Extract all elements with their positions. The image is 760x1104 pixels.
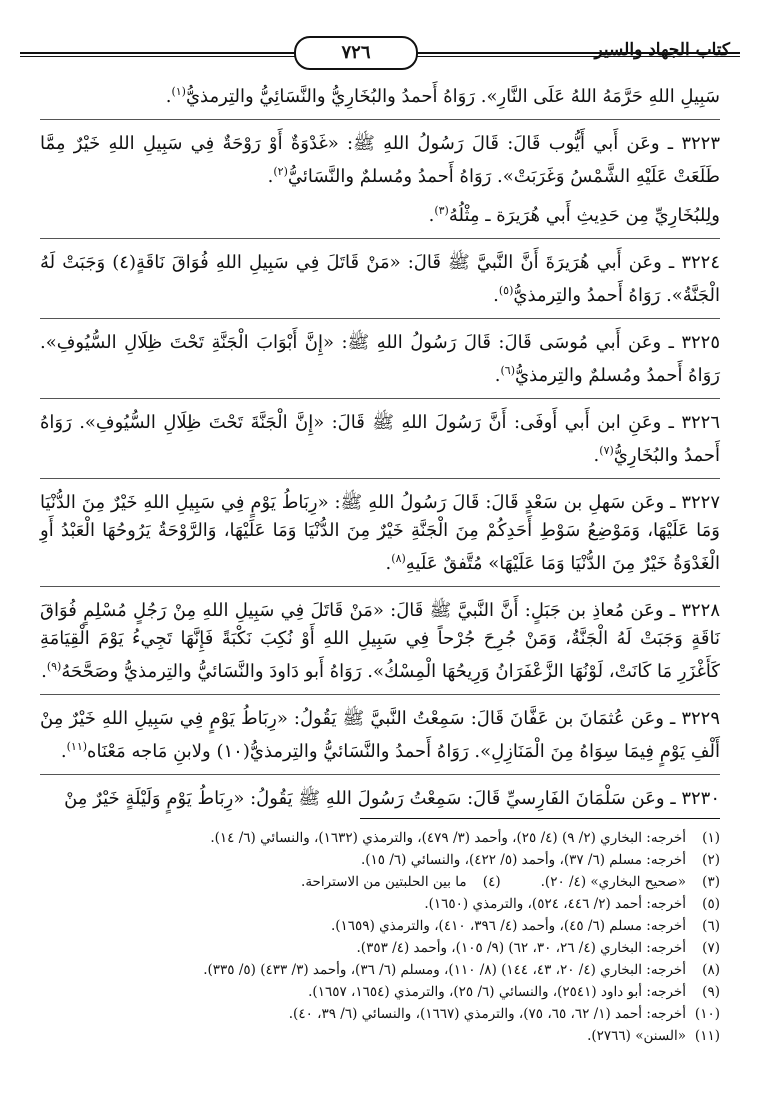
paragraph-text: سَبِيلِ اللهِ حَرَّمَهُ اللهُ عَلَى النَّارِ». رَوَاهُ أَحمدُ والبُخَارِيُّ والنَّسَائِيُّ والتِرمذيُّ xyxy=(185,86,720,107)
footnote-ref: (٥) xyxy=(498,284,514,297)
footnote-text: «السنن» (٢٧٦٦). xyxy=(587,1028,686,1044)
hadith-3230 xyxy=(40,785,720,813)
divider xyxy=(40,119,720,120)
divider xyxy=(40,318,720,319)
paragraph-text: ٣٢٢٧ ـ وعَن سَهلِ بن سَعْدٍ قَالَ: قَالَ رَسُولُ اللهِ ﷺ: «رِبَاطُ يَوْمٍ فِي سَبِيلِ اللهِ خَيْرٌ مِنَ الدُّنْيَا وَمَا عَلَيْهَا، وَمَوْضِعُ سَوْطِ أَحَدِكُمْ مِنَ الْجَنَّةِ خَيْرٌ مِنَ الدُّنْيَا وَمَا عَلَيْهَا، وَالرَّوْحَةُ يَرُوحُهَا الْعَبْدُ أَوِ الْغَدْوَةُ خَيْرٌ مِنَ الدُّنْيَا وَمَا عَلَيْهَا» مُتَّفقٌ عَلَيهِ xyxy=(40,492,720,574)
divider xyxy=(40,774,720,775)
footnote-number: (٨) xyxy=(702,962,720,978)
footnote-number: (٧) xyxy=(702,940,720,956)
footnote xyxy=(541,871,720,893)
footnote-pair xyxy=(40,871,720,893)
hadith-3226: ٣٢٢٦ ـ وعَنِ ابن أَبي أَوفَى: أَنَّ رَسُولَ اللهِ ﷺ قَالَ: «إِنَّ الْجَنَّةَ تَحْتَ ظِلَالِ السُّيُوفِ». رَوَاهُ أَحمدُ والبُخَارِيُّ$^{(٧)}$. xyxy=(40,412,720,466)
footnote xyxy=(40,937,720,959)
footnote-number: (٦) xyxy=(702,918,720,934)
footnote-number: (٩) xyxy=(702,984,720,1000)
page-header xyxy=(20,36,740,70)
footnote-ref: (٦) xyxy=(500,364,515,377)
footnote xyxy=(40,915,720,937)
chapter-title: كتاب الجهاد والسير xyxy=(594,40,730,60)
divider xyxy=(40,398,720,399)
footnote xyxy=(40,893,720,915)
footnote-ref: (٧) xyxy=(599,444,614,457)
footnote-ref: (٢) xyxy=(273,165,288,178)
footnote-number: (٣) xyxy=(702,874,720,890)
footnote-text: ما بين الحلبتين من الاستراحة. xyxy=(301,874,467,890)
paragraph-text: ولِلبُخَارِيِّ مِن حَدِيثِ أَبي هُرَيرَة ـ مِثْلُهُ xyxy=(448,205,720,226)
paragraph-text: ٣٢٢٤ ـ وعَن أَبي هُرَيرَةَ أَنَّ النَّبيَّ ﷺ قَالَ: «مَنْ قَاتَلَ فِي سَبِيلِ اللهِ فُوَاقَ نَاقَةٍ(٤) وَجَبَتْ لَهُ الْجَنَّةُ». رَوَاهُ أَحمدُ والتِرمذيُّ xyxy=(40,252,720,306)
footnote-number: (١) xyxy=(702,830,720,846)
footnote-number: (٢) xyxy=(702,852,720,868)
footnote-text: أخرجه: مسلم (٦/ ٣٧)، وأحمد (٥/ ٤٢٢)، والنسائي (٦/ ١٥). xyxy=(360,852,686,868)
hadith-3227: ٣٢٢٧ ـ وعَن سَهلِ بن سَعْدٍ قَالَ: قَالَ رَسُولُ اللهِ ﷺ: «رِبَاطُ يَوْمٍ فِي سَبِيلِ اللهِ خَيْرٌ مِنَ الدُّنْيَا وَمَا عَلَيْهَا، وَمَوْضِعُ سَوْطِ أَحَدِكُمْ مِنَ الْجَنَّةِ خَيْرٌ مِنَ الدُّنْيَا وَمَا عَلَيْهَا، وَالرَّوْحَةُ يَرُوحُهَا الْعَبْدُ أَوِ الْغَدْوَةُ خَيْرٌ مِنَ الدُّنْيَا وَمَا عَلَيْهَا» مُتَّفقٌ عَلَيهِ$^{(٨)}$. xyxy=(40,492,720,574)
footnote-rule xyxy=(360,818,720,819)
paragraph-text: ٣٢٢٨ ـ وعَن مُعاذِ بن جَبَلٍ: أَنَّ النَّبيَّ ﷺ قَالَ: «مَنْ قَاتَلَ فِي سَبِيلِ اللهِ مِنْ رَجُلٍ مُسْلِمٍ فُوَاقَ نَاقَةٍ وَجَبَتْ لَهُ الْجَنَّةُ، وَمَنْ جُرِحَ جُرْحاً فِي سَبِيلِ اللهِ أَوْ نُكِبَ نَكْبَةً فَإِنَّهَا تَجِيءُ يَوْمَ الْقِيَامَةِ كَأَغْزَرِ مَا كَانَتْ، لَوْنُهَا الزَّعْفَرَانُ وَرِيحُهَا الْمِسْكُ». رَوَاهُ أَبو دَاودَ والنَّسَائيُّ والتِرمذيُّ وصَحَّحَهُ xyxy=(40,600,720,682)
paragraph: سَبِيلِ اللهِ حَرَّمَهُ اللهُ عَلَى النَّارِ». رَوَاهُ أَحمدُ والبُخَارِيُّ والنَّسَائِيُّ والتِرمذيُّ$^{(١)}$. xyxy=(165,85,720,107)
footnote xyxy=(40,1025,720,1047)
main-text xyxy=(40,78,720,819)
footnote-text: أخرجه: مسلم (٦/ ٤٥)، وأحمد (٤/ ٣٩٦، ٤١٠)، والترمذي (١٦٥٩). xyxy=(330,918,686,934)
footnote-number: (٥) xyxy=(702,896,720,912)
footnote-number: (١٠) xyxy=(694,1006,720,1022)
footnote-text: أخرجه: البخاري (٤/ ٢٠، ٤٣، ١٤٤) (٨/ ١١٠)، ومسلم (٦/ ٣٦)، وأحمد (٣/ ٤٣٣) (٥/ ٣٣٥). xyxy=(203,962,686,978)
footnote xyxy=(40,849,720,871)
hadith-3229: ٣٢٢٩ ـ وعَن عُثمَانَ بن عَفَّانَ قَالَ: سَمِعْتُ النَّبيَّ ﷺ يَقُولُ: «رِبَاطُ يَوْمٍ فِي سَبِيلِ اللهِ خَيْرٌ مِنْ أَلْفِ يَوْمٍ فِيمَا سِوَاهُ مِنَ الْمَنَازِلِ». رَوَاهُ أَحمدُ والنَّسَائيُّ والتِرمذيُّ(١٠) ولابنِ مَاجه مَعْنَاه$^{(١١)}$. xyxy=(40,708,720,762)
footnote-ref: (٨) xyxy=(391,552,406,565)
footnote xyxy=(40,827,720,849)
footnote-text: أخرجه: البخاري (٢/ ٩) (٤/ ٢٥)، وأحمد (٣/ ٤٧٩)، والترمذي (١٦٣٢)، والنسائي (٦/ ١٤). xyxy=(210,830,686,846)
divider xyxy=(40,694,720,695)
footnote-number: (٤) xyxy=(482,874,501,890)
footnote-text: «صحيح البخاري» (٤/ ٢٠). xyxy=(540,874,686,890)
footnote-ref: (٩) xyxy=(46,660,62,673)
footnote-number: (١١) xyxy=(694,1028,720,1044)
footnote-ref: (٣) xyxy=(434,204,449,217)
footnote-text: أخرجه: أبو داود (٢٥٤١)، والنسائي (٦/ ٢٥)، والترمذي (١٦٥٤، ١٦٥٧). xyxy=(308,984,686,1000)
hadith-3224: ٣٢٢٤ ـ وعَن أَبي هُرَيرَةَ أَنَّ النَّبيَّ ﷺ قَالَ: «مَنْ قَاتَلَ فِي سَبِيلِ اللهِ فُوَاقَ نَاقَةٍ(٤) وَجَبَتْ لَهُ الْجَنَّةُ». رَوَاهُ أَحمدُ والتِرمذيُّ$^{(٥)}$. xyxy=(40,252,720,306)
divider xyxy=(40,586,720,587)
hadith-3228: ٣٢٢٨ ـ وعَن مُعاذِ بن جَبَلٍ: أَنَّ النَّبيَّ ﷺ قَالَ: «مَنْ قَاتَلَ فِي سَبِيلِ اللهِ مِنْ رَجُلٍ مُسْلِمٍ فُوَاقَ نَاقَةٍ وَجَبَتْ لَهُ الْجَنَّةُ، وَمَنْ جُرِحَ جُرْحاً فِي سَبِيلِ اللهِ أَوْ نُكِبَ نَكْبَةً فَإِنَّهَا تَجِيءُ يَوْمَ الْقِيَامَةِ كَأَغْزَرِ مَا كَانَتْ، لَوْنُهَا الزَّعْفَرَانُ وَرِيحُهَا الْمِسْكُ». رَوَاهُ أَبو دَاودَ والنَّسَائيُّ والتِرمذيُّ وصَحَّحَهُ$^{(٩)}$. xyxy=(40,600,720,682)
footnote xyxy=(40,959,720,981)
divider xyxy=(40,238,720,239)
paragraph-text: ٣٢٢٣ ـ وعَن أَبي أَيُّوب قَالَ: قَالَ رَسُولُ اللهِ ﷺ: «غَدْوَةٌ أَوْ رَوْحَةٌ فِي سَبِيلِ اللهِ خَيْرٌ مِمَّا طَلَعَتْ عَلَيْهِ الشَّمْسُ وَغَرَبَتْ». رَوَاهُ أَحمدُ ومُسلمٌ والنَّسَائيُّ xyxy=(40,133,720,187)
footnotes xyxy=(40,818,720,1047)
footnote-text: أخرجه: أحمد (١/ ٦٢، ٦٥، ٧٥)، والترمذي (١٦٦٧)، والنسائي (٦/ ٣٩، ٤٠). xyxy=(288,1006,686,1022)
footnote-ref: (١) xyxy=(171,85,186,98)
hadith-3225: ٣٢٢٥ ـ وعَن أَبي مُوسَى قَالَ: قَالَ رَسُولُ اللهِ ﷺ: «إِنَّ أَبْوَابَ الْجَنَّةِ تَحْتَ ظِلَالِ السُّيُوفِ». رَوَاهُ أَحمدُ ومُسلمٌ والتِرمذيُّ$^{(٦)}$. xyxy=(40,332,720,386)
footnote xyxy=(301,871,501,893)
paragraph-text: ٣٢٢٥ ـ وعَن أَبي مُوسَى قَالَ: قَالَ رَسُولُ اللهِ ﷺ: «إِنَّ أَبْوَابَ الْجَنَّةِ تَحْتَ ظِلَالِ السُّيُوفِ». رَوَاهُ أَحمدُ ومُسلمٌ والتِرمذيُّ xyxy=(40,332,720,386)
paragraph-text: ٣٢٢٩ ـ وعَن عُثمَانَ بن عَفَّانَ قَالَ: سَمِعْتُ النَّبيَّ ﷺ يَقُولُ: «رِبَاطُ يَوْمٍ فِي سَبِيلِ اللهِ خَيْرٌ مِنْ أَلْفِ يَوْمٍ فِيمَا سِوَاهُ مِنَ الْمَنَازِلِ». رَوَاهُ أَحمدُ والنَّسَائيُّ والتِرمذيُّ(١٠) ولابنِ مَاجه مَعْنَاه xyxy=(40,708,720,762)
paragraph-text: ٣٢٣٠ ـ وعَن سَلْمَانَ الفَارِسيِّ قَالَ: سَمِعْتُ رَسُولَ اللهِ ﷺ يَقُولُ: «رِبَاطُ يَوْمٍ وَلَيْلَةٍ خَيْرٌ مِنْ xyxy=(64,788,720,809)
footnote xyxy=(40,1003,720,1025)
footnote-text: أخرجه: أحمد (٢/ ٤٤٦، ٥٢٤)، والترمذي (١٦٥٠). xyxy=(424,896,686,912)
footnote-text: أخرجه: البخاري (٤/ ٢٦، ٣٠، ٦٢) (٩/ ١٠٥)، وأحمد (٤/ ٣٥٣). xyxy=(356,940,686,956)
divider xyxy=(40,478,720,479)
page-number: ٧٢٦ xyxy=(294,36,418,70)
hadith-note: ولِلبُخَارِيِّ مِن حَدِيثِ أَبي هُرَيرَة ـ مِثْلُهُ$^{(٣)}$. xyxy=(428,204,720,226)
hadith-3223: ٣٢٢٣ ـ وعَن أَبي أَيُّوب قَالَ: قَالَ رَسُولُ اللهِ ﷺ: «غَدْوَةٌ أَوْ رَوْحَةٌ فِي سَبِيلِ اللهِ خَيْرٌ مِمَّا طَلَعَتْ عَلَيْهِ الشَّمْسُ وَغَرَبَتْ». رَوَاهُ أَحمدُ ومُسلمٌ والنَّسَائيُّ$^{(٢)}$. xyxy=(40,133,720,187)
footnote xyxy=(40,981,720,1003)
paragraph-text: ٣٢٢٦ ـ وعَنِ ابن أَبي أَوفَى: أَنَّ رَسُولَ اللهِ ﷺ قَالَ: «إِنَّ الْجَنَّةَ تَحْتَ ظِلَالِ السُّيُوفِ». رَوَاهُ أَحمدُ والبُخَارِيُّ xyxy=(40,412,720,466)
footnote-ref: (١١) xyxy=(66,740,88,753)
